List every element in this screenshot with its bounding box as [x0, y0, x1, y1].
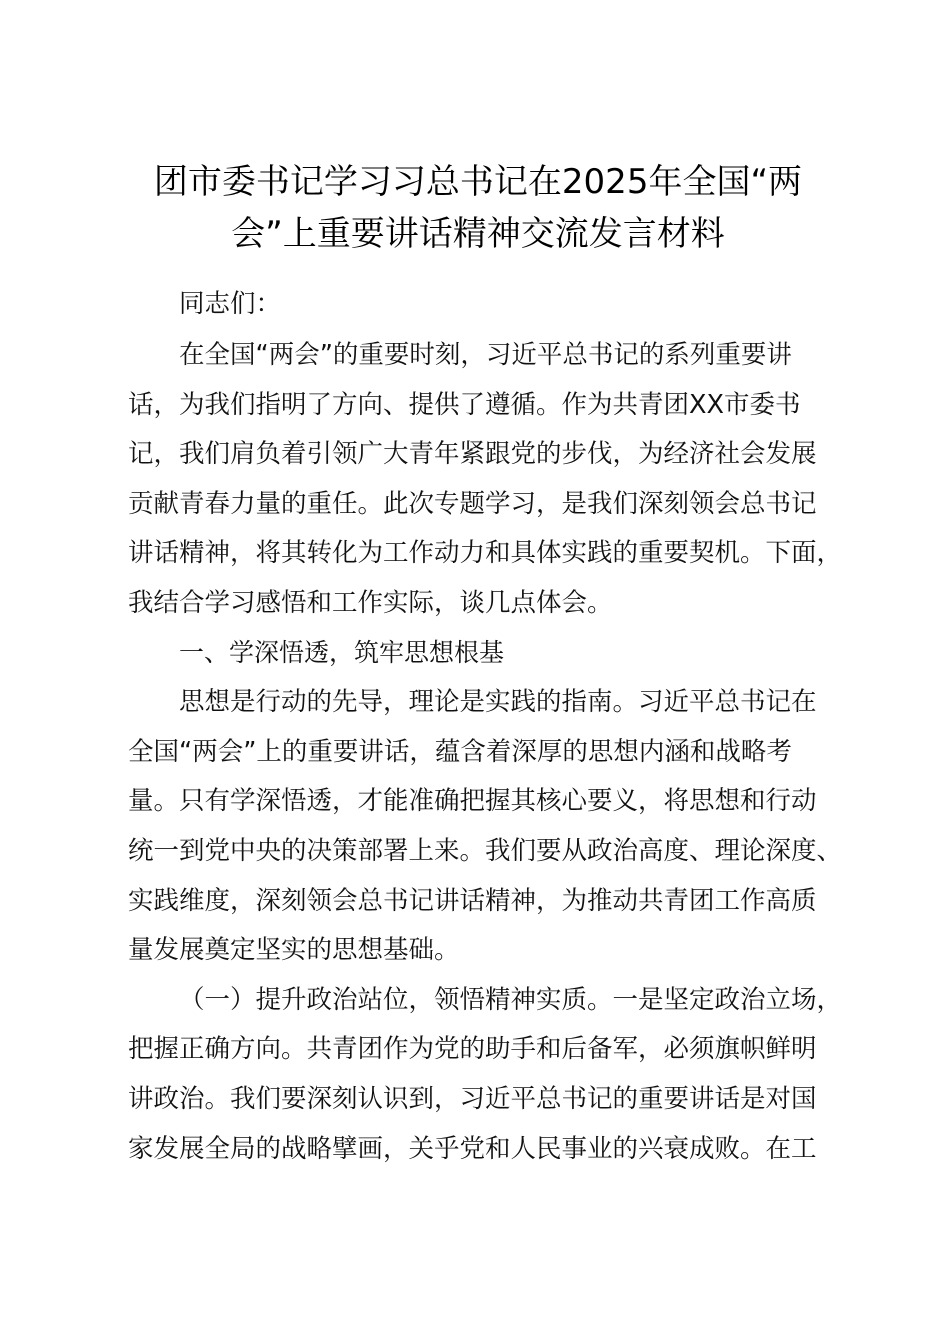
paragraph-line: 思想是行动的先导，理论是实践的指南。习近平总书记在: [179, 687, 817, 717]
paragraph-line: 统一到党中央的决策部署上来。我们要从政治高度、理论深度、: [128, 836, 843, 866]
paragraph-line: 贡献青春力量的重任。此次专题学习，是我们深刻领会总书记: [128, 489, 817, 519]
section-heading: 一、学深悟透，筑牢思想根基: [179, 638, 505, 667]
paragraph-line: 实践维度，深刻领会总书记讲话精神，为推动共青团工作高质: [128, 886, 817, 916]
paragraph-line: 讲政治。我们要深刻认识到，习近平总书记的重要讲话是对国: [128, 1084, 817, 1114]
paragraph-line: 量发展奠定坚实的思想基础。: [128, 935, 460, 965]
paragraph-line: 讲话精神，将其转化为工作动力和具体实践的重要契机。下面，: [128, 538, 843, 568]
paragraph-line: （一）提升政治站位，领悟精神实质。一是坚定政治立场，: [179, 985, 843, 1015]
paragraph-line: 话，为我们指明了方向、提供了遵循。作为共青团XX市委书: [128, 390, 801, 420]
paragraph-line: 量。只有学深悟透，才能准确把握其核心要义，将思想和行动: [128, 786, 817, 816]
paragraph-line: 把握正确方向。共青团作为党的助手和后备军，必须旗帜鲜明: [128, 1034, 817, 1064]
paragraph-line: 全国“两会”上的重要讲话，蕴含着深厚的思想内涵和战略考: [128, 737, 792, 767]
paragraph-line: 在全国“两会”的重要时刻，习近平总书记的系列重要讲: [179, 340, 792, 370]
paragraph-line: 记，我们肩负着引领广大青年紧跟党的步伐，为经济社会发展: [128, 439, 817, 469]
document-title: 团市委书记学习习总书记在2025年全国“两会”上重要讲话精神交流发言材料: [153, 162, 803, 254]
paragraph-line: 家发展全局的战略擘画，关乎党和人民事业的兴衰成败。在工: [128, 1134, 817, 1164]
paragraph-line: 同志们：: [179, 289, 282, 319]
paragraph-line: 我结合学习感悟和工作实际，谈几点体会。: [128, 588, 613, 618]
